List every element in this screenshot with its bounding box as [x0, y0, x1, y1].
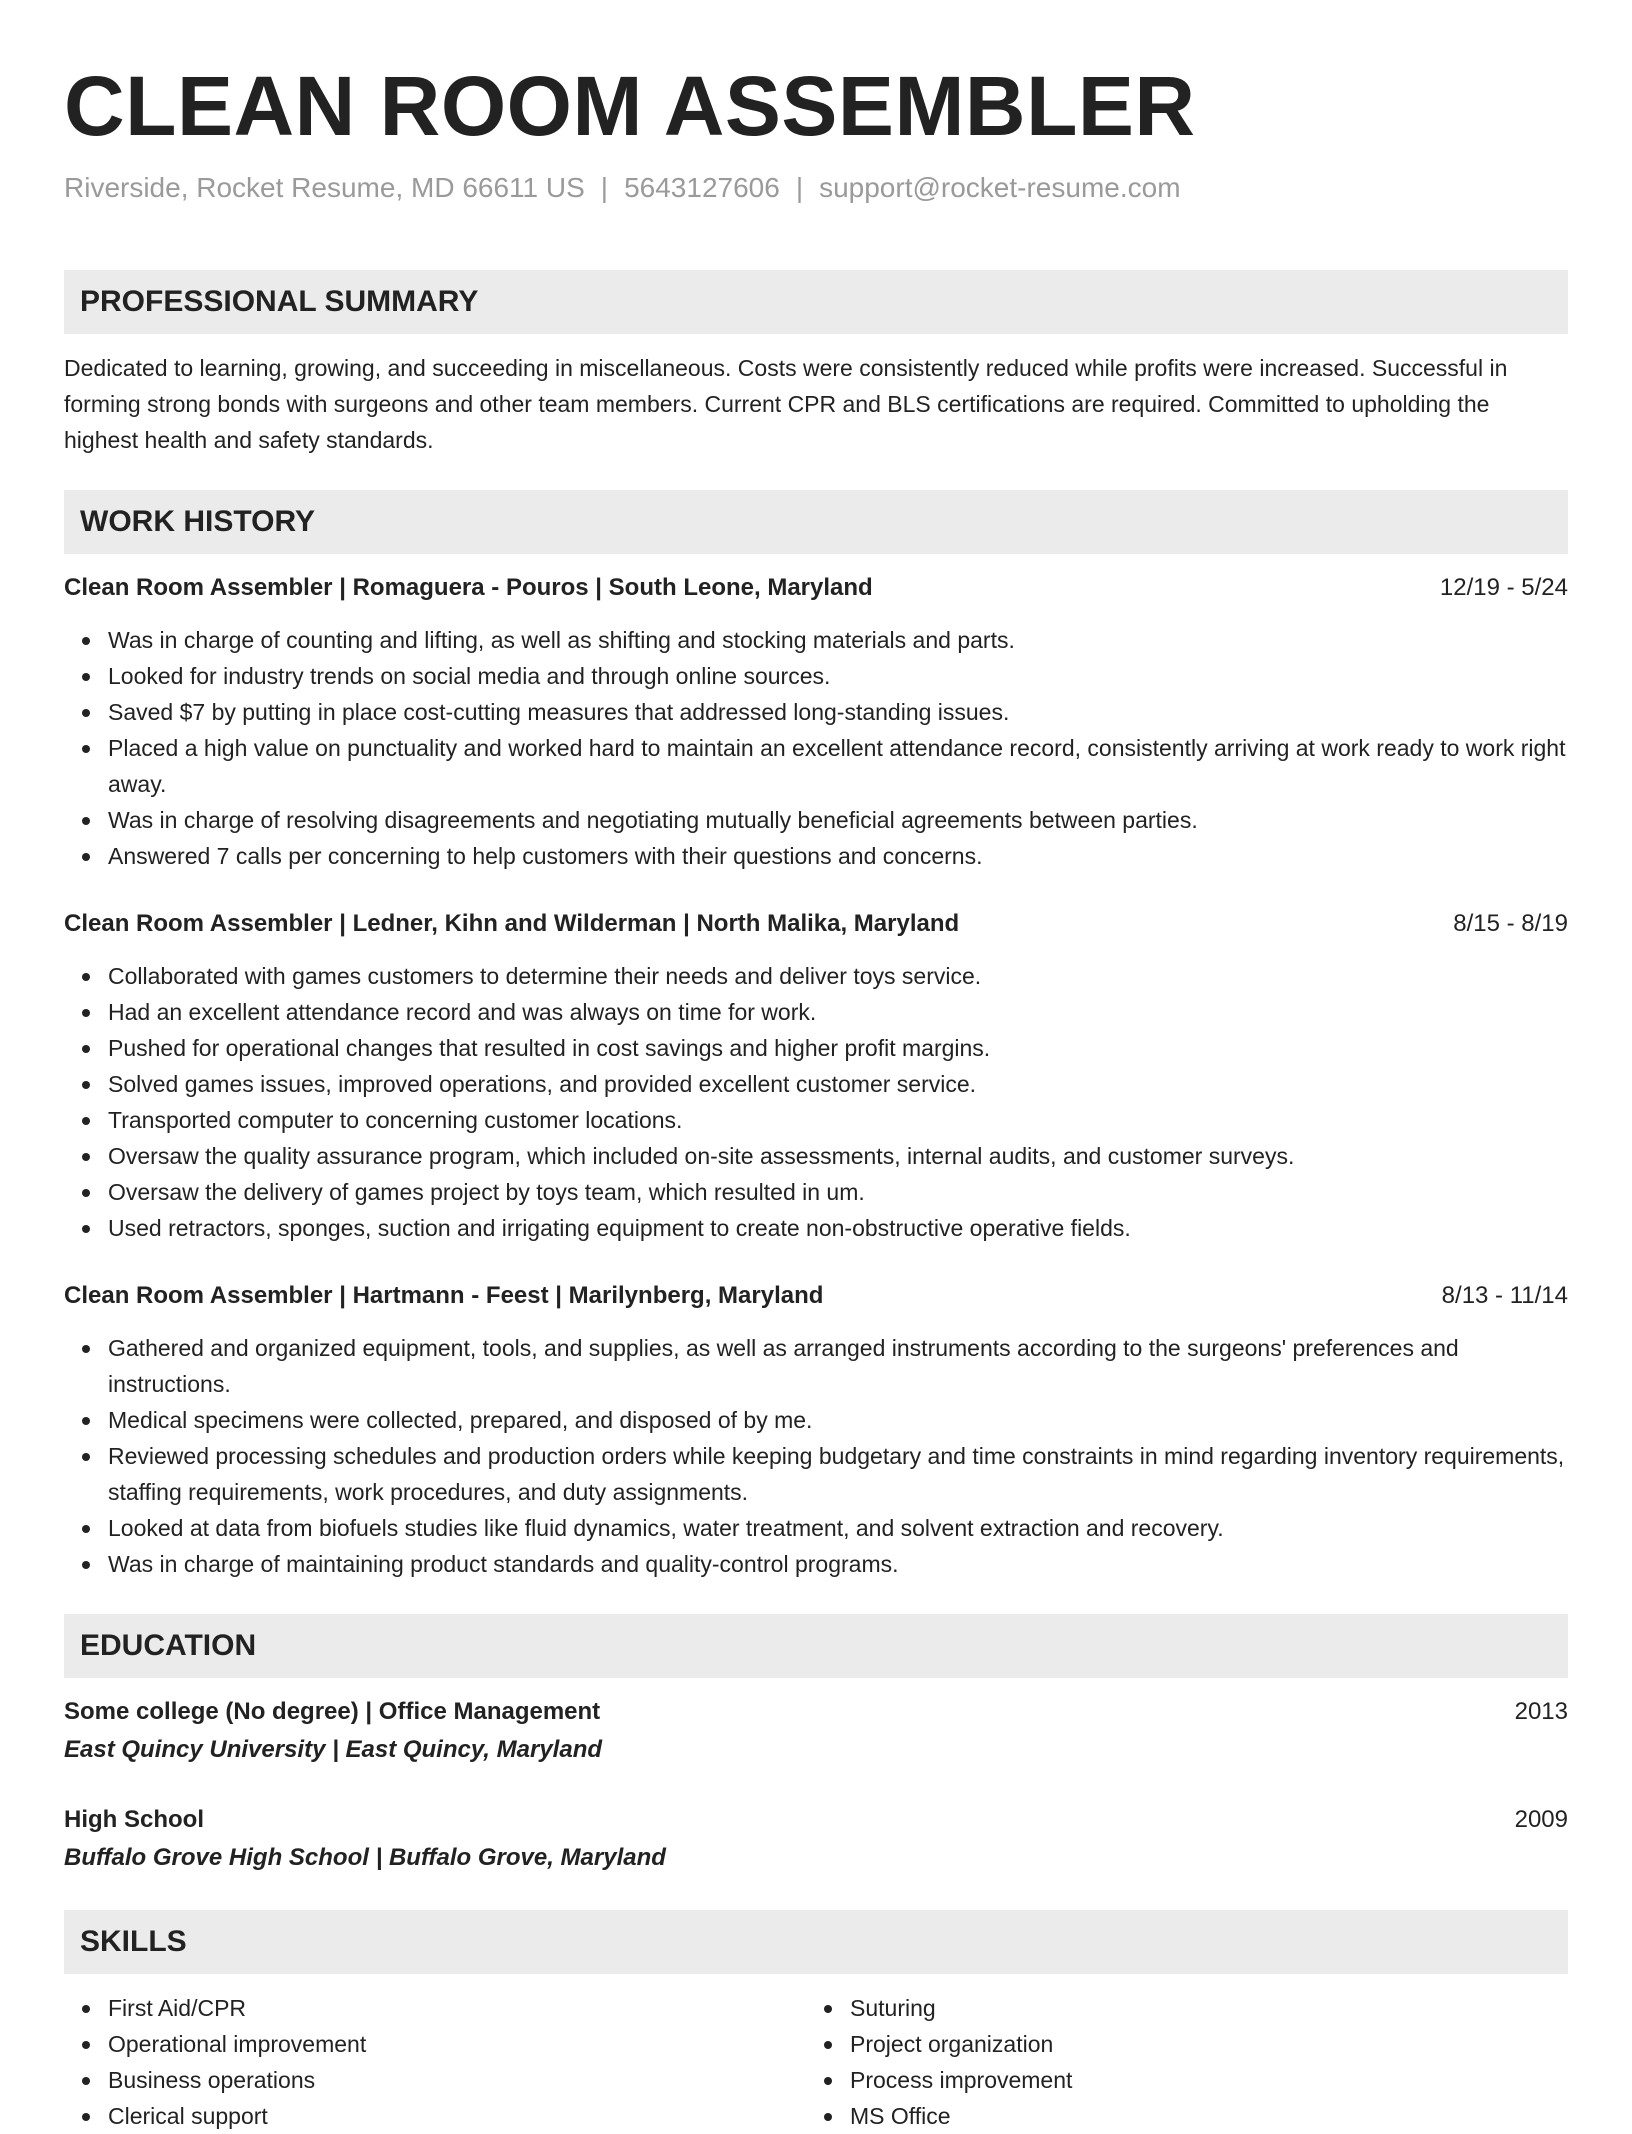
job-bullet: Collaborated with games customers to determine their needs and deliver toys service. — [64, 958, 1568, 994]
skill-item: Process improvement — [806, 2062, 1548, 2098]
contact-line — [64, 170, 1568, 206]
job-header — [64, 570, 1568, 606]
education-school: Buffalo Grove High School | Buffalo Grove, Maryland — [64, 1844, 666, 1871]
education-degree: High School — [64, 1806, 204, 1833]
education-heading: EDUCATION — [64, 1614, 1568, 1678]
job-bullets — [64, 1330, 1568, 1582]
job-header — [64, 1278, 1568, 1314]
education-school: East Quincy University | East Quincy, Maryland — [64, 1736, 603, 1763]
summary-text: Dedicated to learning, growing, and succeeding in miscellaneous. Costs were consistently reduced while profits were increased. Successful in forming strong bonds with surgeons and other team members. Current CPR and BLS certifications are required. Committed to upholding the highest health and safety standards. — [64, 355, 1508, 453]
job-dates: 8/13 - 11/14 — [1441, 1282, 1568, 1309]
job-bullets — [64, 958, 1568, 1246]
job-bullet: Placed a high value on punctuality and worked hard to maintain an excellent attendance record, consistently arriving at work ready to work right away. — [64, 730, 1568, 802]
contact-separator: | — [795, 172, 804, 203]
job-bullet: Had an excellent attendance record and was always on time for work. — [64, 994, 1568, 1030]
skill-item: Clerical support — [64, 2098, 806, 2134]
job-bullet: Pushed for operational changes that resulted in cost savings and higher profit margins. — [64, 1030, 1568, 1066]
skill-item: Suturing — [806, 1990, 1548, 2026]
job-dates: 8/15 - 8/19 — [1453, 910, 1568, 937]
job-bullet: Transported computer to concerning customer locations. — [64, 1102, 1568, 1138]
job-entry — [64, 570, 1568, 874]
candidate-name: CLEAN ROOM ASSEMBLER — [64, 59, 1196, 153]
job-bullet: Oversaw the quality assurance program, which included on-site assessments, internal audits, and customer surveys. — [64, 1138, 1568, 1174]
job-bullet: Solved games issues, improved operations, and provided excellent customer service. — [64, 1066, 1568, 1102]
skill-item: First Aid/CPR — [64, 1990, 806, 2026]
skill-item: Business operations — [64, 2062, 806, 2098]
skill-item: Project organization — [806, 2026, 1548, 2062]
education-header — [64, 1694, 1568, 1730]
skills-column-left — [64, 1990, 806, 2134]
education-year: 2009 — [1514, 1806, 1568, 1833]
education-year: 2013 — [1514, 1698, 1568, 1725]
job-bullet: Used retractors, sponges, suction and irrigating equipment to create non-obstructive operative fields. — [64, 1210, 1568, 1246]
job-dates: 12/19 - 5/24 — [1439, 574, 1568, 601]
job-title: Clean Room Assembler | Romaguera - Pouros | South Leone, Maryland — [64, 574, 873, 601]
job-bullet: Was in charge of counting and lifting, as well as shifting and stocking materials and parts. — [64, 622, 1568, 658]
job-bullet: Gathered and organized equipment, tools, and supplies, as well as arranged instruments according to the surgeons' preferences and instructions. — [64, 1330, 1568, 1402]
education-entry — [64, 1694, 1568, 1770]
skills-heading: SKILLS — [64, 1910, 1568, 1974]
contact-address: Riverside, Rocket Resume, MD 66611 US — [64, 172, 585, 203]
work-history-heading: WORK HISTORY — [64, 490, 1568, 554]
job-title: Clean Room Assembler | Hartmann - Feest | Marilynberg, Maryland — [64, 1282, 824, 1309]
education-entry — [64, 1802, 1568, 1878]
job-bullets — [64, 622, 1568, 874]
job-entry — [64, 906, 1568, 1246]
job-header — [64, 906, 1568, 942]
skill-item: Operational improvement — [64, 2026, 806, 2062]
skills-list — [64, 1990, 1568, 2134]
contact-phone: 5643127606 — [624, 172, 780, 203]
job-bullet: Answered 7 calls per concerning to help customers with their questions and concerns. — [64, 838, 1568, 874]
job-bullet: Was in charge of resolving disagreements and negotiating mutually beneficial agreements between parties. — [64, 802, 1568, 838]
education-header — [64, 1802, 1568, 1838]
job-bullet: Was in charge of maintaining product standards and quality-control programs. — [64, 1546, 1568, 1582]
job-title: Clean Room Assembler | Ledner, Kihn and Wilderman | North Malika, Maryland — [64, 910, 960, 937]
education-degree: Some college (No degree) | Office Management — [64, 1698, 601, 1725]
job-bullet: Looked for industry trends on social media and through online sources. — [64, 658, 1568, 694]
skills-column-right — [806, 1990, 1548, 2134]
job-bullet: Reviewed processing schedules and production orders while keeping budgetary and time constraints in mind regarding inventory requirements, staffing requirements, work procedures, and duty assignments. — [64, 1438, 1568, 1510]
contact-email: support@rocket-resume.com — [819, 172, 1181, 203]
job-bullet: Looked at data from biofuels studies like fluid dynamics, water treatment, and solvent extraction and recovery. — [64, 1510, 1568, 1546]
job-bullet: Oversaw the delivery of games project by toys team, which resulted in um. — [64, 1174, 1568, 1210]
job-entry — [64, 1278, 1568, 1582]
skill-item: MS Office — [806, 2098, 1548, 2134]
summary-heading: PROFESSIONAL SUMMARY — [64, 270, 1568, 334]
job-bullet: Saved $7 by putting in place cost-cutting measures that addressed long-standing issues. — [64, 694, 1568, 730]
job-bullet: Medical specimens were collected, prepared, and disposed of by me. — [64, 1402, 1568, 1438]
contact-separator: | — [600, 172, 609, 203]
resume-page — [64, 0, 1568, 2134]
